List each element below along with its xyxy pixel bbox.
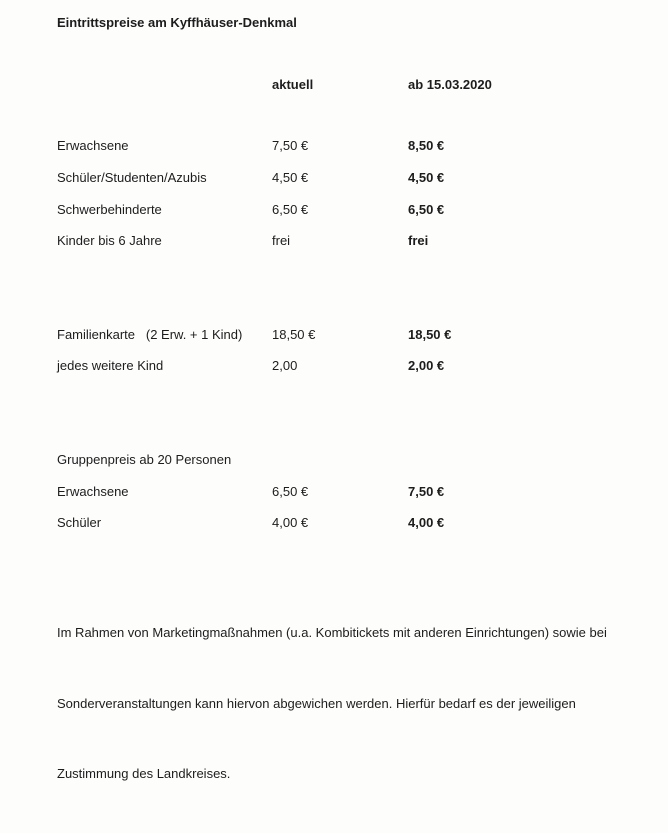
price-current: frei: [272, 233, 291, 248]
price-upcoming: 7,50 €: [408, 484, 445, 499]
price-row-familienkarte: [57, 327, 658, 343]
price-current: 6,50 €: [272, 484, 309, 499]
price-row-gruppe-schueler: [57, 515, 658, 531]
price-current: 4,00 €: [272, 515, 309, 530]
price-current: 18,50 €: [272, 327, 316, 342]
price-row-erwachsene: [57, 138, 658, 154]
column-header-aktuell: aktuell: [272, 77, 314, 92]
price-upcoming: 8,50 €: [408, 138, 445, 153]
price-label: jedes weitere Kind: [57, 358, 164, 373]
price-row-kinder-bis-6: [57, 233, 658, 249]
footer-note-line: Zustimmung des Landkreises.: [57, 766, 231, 781]
group-price-heading: Gruppenpreis ab 20 Personen: [57, 452, 232, 467]
price-current: 2,00: [272, 358, 298, 373]
price-row-schwerbehinderte: [57, 202, 658, 218]
price-label: Schüler/Studenten/Azubis: [57, 170, 207, 185]
column-header-row: [57, 77, 658, 93]
price-label: Erwachsene: [57, 484, 129, 499]
price-label: Schwerbehinderte: [57, 202, 162, 217]
document-title: Eintrittspreise am Kyffhäuser-Denkmal: [57, 15, 297, 30]
column-header-spacer: [57, 77, 272, 93]
price-upcoming: 4,00 €: [408, 515, 445, 530]
price-upcoming: 4,50 €: [408, 170, 445, 185]
footer-note-line: Sonderveranstaltungen kann hiervon abgewichen werden. Hierfür bedarf es der jeweiligen: [57, 695, 576, 711]
price-current: 6,50 €: [272, 202, 309, 217]
price-upcoming: frei: [408, 233, 429, 248]
price-upcoming: 2,00 €: [408, 358, 445, 373]
price-row-schueler-studenten-azubis: [57, 170, 658, 186]
footer-note: [57, 574, 617, 833]
column-header-ab-date: ab 15.03.2020: [408, 77, 492, 92]
price-label: Kinder bis 6 Jahre: [57, 233, 162, 248]
price-label: Familienkarte (2 Erw. + 1 Kind): [57, 327, 243, 342]
price-current: 7,50 €: [272, 138, 309, 153]
price-upcoming: 6,50 €: [408, 202, 445, 217]
price-row-jedes-weitere-kind: [57, 358, 658, 374]
footer-note-line: Im Rahmen von Marketingmaßnahmen (u.a. Kombitickets mit anderen Einrichtungen) sowie bei: [57, 625, 607, 640]
group-price-heading-row: [57, 452, 658, 468]
price-label: Erwachsene: [57, 138, 129, 153]
price-label: Schüler: [57, 515, 102, 530]
price-current: 4,50 €: [272, 170, 309, 185]
price-upcoming: 18,50 €: [408, 327, 452, 342]
price-row-gruppe-erwachsene: [57, 484, 658, 500]
